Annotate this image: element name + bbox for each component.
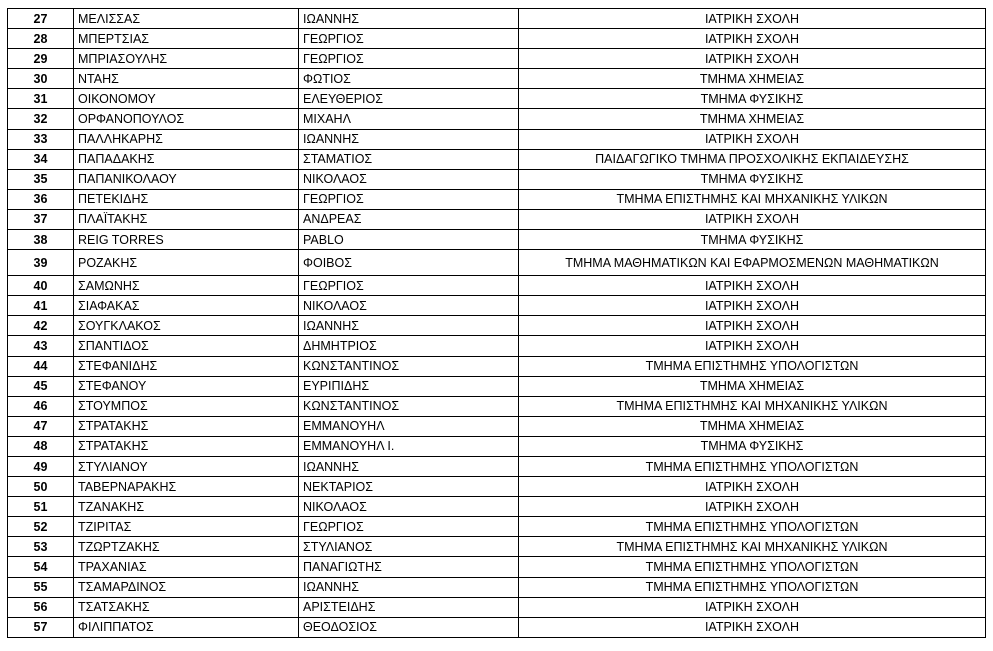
- row-number-cell: 41: [8, 296, 74, 316]
- row-number-cell: 48: [8, 436, 74, 456]
- surname-cell: ΠΑΛΛΗΚΑΡΗΣ: [74, 129, 299, 149]
- row-number-cell: 46: [8, 396, 74, 416]
- department-cell: ΤΜΗΜΑ ΕΠΙΣΤΗΜΗΣ ΚΑΙ ΜΗΧΑΝΙΚΗΣ ΥΛΙΚΩΝ: [519, 537, 986, 557]
- department-cell: ΤΜΗΜΑ ΕΠΙΣΤΗΜΗΣ ΚΑΙ ΜΗΧΑΝΙΚΗΣ ΥΛΙΚΩΝ: [519, 189, 986, 209]
- department-cell: ΙΑΤΡΙΚΗ ΣΧΟΛΗ: [519, 129, 986, 149]
- first-name-cell: ΚΩΝΣΤΑΝΤΙΝΟΣ: [299, 396, 519, 416]
- row-number-cell: 56: [8, 597, 74, 617]
- surname-cell: ΠΑΠΑΝΙΚΟΛΑΟΥ: [74, 169, 299, 189]
- row-number-cell: 35: [8, 169, 74, 189]
- row-number-cell: 27: [8, 9, 74, 29]
- table-row: [8, 69, 986, 89]
- row-number-cell: 51: [8, 497, 74, 517]
- first-name-cell: ΓΕΩΡΓΙΟΣ: [299, 29, 519, 49]
- row-number-cell: 55: [8, 577, 74, 597]
- table-row: [8, 250, 986, 276]
- department-cell: ΤΜΗΜΑ ΕΠΙΣΤΗΜΗΣ ΥΠΟΛΟΓΙΣΤΩΝ: [519, 517, 986, 537]
- first-name-cell: ΙΩΑΝΝΗΣ: [299, 456, 519, 476]
- surname-cell: ΝΤΑΗΣ: [74, 69, 299, 89]
- first-name-cell: ΙΩΑΝΝΗΣ: [299, 577, 519, 597]
- first-name-cell: ΘΕΟΔΟΣΙΟΣ: [299, 617, 519, 637]
- department-cell: ΤΜΗΜΑ ΕΠΙΣΤΗΜΗΣ ΥΠΟΛΟΓΙΣΤΩΝ: [519, 557, 986, 577]
- first-name-cell: ΕΜΜΑΝΟΥΗΛ Ι.: [299, 436, 519, 456]
- surname-cell: ΜΕΛΙΣΣΑΣ: [74, 9, 299, 29]
- first-name-cell: ΙΩΑΝΝΗΣ: [299, 316, 519, 336]
- first-name-cell: ΠΑΝΑΓΙΩΤΗΣ: [299, 557, 519, 577]
- surname-cell: ΡΟΖΑΚΗΣ: [74, 250, 299, 276]
- table-row: [8, 336, 986, 356]
- row-number-cell: 53: [8, 537, 74, 557]
- department-cell: ΙΑΤΡΙΚΗ ΣΧΟΛΗ: [519, 29, 986, 49]
- department-cell: ΙΑΤΡΙΚΗ ΣΧΟΛΗ: [519, 617, 986, 637]
- department-cell: ΤΜΗΜΑ ΧΗΜΕΙΑΣ: [519, 69, 986, 89]
- department-cell: ΠΑΙΔΑΓΩΓΙΚΟ ΤΜΗΜΑ ΠΡΟΣΧΟΛΙΚΗΣ ΕΚΠΑΙΔΕΥΣΗΣ: [519, 149, 986, 169]
- department-cell: ΤΜΗΜΑ ΧΗΜΕΙΑΣ: [519, 376, 986, 396]
- table-row: [8, 109, 986, 129]
- surname-cell: ΣΟΥΓΚΛΑΚΟΣ: [74, 316, 299, 336]
- table-row: [8, 356, 986, 376]
- table-row: [8, 89, 986, 109]
- department-cell: ΙΑΤΡΙΚΗ ΣΧΟΛΗ: [519, 9, 986, 29]
- first-name-cell: ΦΩΤΙΟΣ: [299, 69, 519, 89]
- surname-cell: ΣΤΟΥΜΠΟΣ: [74, 396, 299, 416]
- first-name-cell: ΦΟΙΒΟΣ: [299, 250, 519, 276]
- table-row: [8, 517, 986, 537]
- department-cell: ΤΜΗΜΑ ΦΥΣΙΚΗΣ: [519, 169, 986, 189]
- department-cell: ΙΑΤΡΙΚΗ ΣΧΟΛΗ: [519, 336, 986, 356]
- table-row: [8, 597, 986, 617]
- first-name-cell: PABLO: [299, 230, 519, 250]
- table-row: [8, 577, 986, 597]
- surname-cell: ΜΠΕΡΤΣΙΑΣ: [74, 29, 299, 49]
- first-name-cell: ΓΕΩΡΓΙΟΣ: [299, 49, 519, 69]
- table-row: [8, 396, 986, 416]
- department-cell: ΙΑΤΡΙΚΗ ΣΧΟΛΗ: [519, 209, 986, 229]
- row-number-cell: 45: [8, 376, 74, 396]
- table-row: [8, 376, 986, 396]
- table-row: [8, 436, 986, 456]
- row-number-cell: 57: [8, 617, 74, 637]
- surname-cell: ΤΑΒΕΡΝΑΡΑΚΗΣ: [74, 477, 299, 497]
- surname-cell: ΠΑΠΑΔΑΚΗΣ: [74, 149, 299, 169]
- surname-cell: ΣΤΕΦΑΝΙΔΗΣ: [74, 356, 299, 376]
- table-row: [8, 456, 986, 476]
- surname-cell: ΤΣΑΜΑΡΔΙΝΟΣ: [74, 577, 299, 597]
- surname-cell: ΣΑΜΩΝΗΣ: [74, 276, 299, 296]
- row-number-cell: 39: [8, 250, 74, 276]
- table-row: [8, 189, 986, 209]
- row-number-cell: 40: [8, 276, 74, 296]
- surname-cell: ΤΡΑΧΑΝΙΑΣ: [74, 557, 299, 577]
- row-number-cell: 43: [8, 336, 74, 356]
- department-cell: ΙΑΤΡΙΚΗ ΣΧΟΛΗ: [519, 477, 986, 497]
- first-name-cell: ΑΡΙΣΤΕΙΔΗΣ: [299, 597, 519, 617]
- table-row: [8, 149, 986, 169]
- surname-cell: ΟΡΦΑΝΟΠΟΥΛΟΣ: [74, 109, 299, 129]
- surname-cell: ΦΙΛΙΠΠΑΤΟΣ: [74, 617, 299, 637]
- faculty-table: [7, 8, 986, 638]
- row-number-cell: 38: [8, 230, 74, 250]
- department-cell: ΙΑΤΡΙΚΗ ΣΧΟΛΗ: [519, 316, 986, 336]
- row-number-cell: 31: [8, 89, 74, 109]
- table-row: [8, 497, 986, 517]
- surname-cell: ΣΤΡΑΤΑΚΗΣ: [74, 436, 299, 456]
- department-cell: ΙΑΤΡΙΚΗ ΣΧΟΛΗ: [519, 597, 986, 617]
- row-number-cell: 32: [8, 109, 74, 129]
- table-row: [8, 169, 986, 189]
- table-row: [8, 477, 986, 497]
- row-number-cell: 42: [8, 316, 74, 336]
- row-number-cell: 34: [8, 149, 74, 169]
- department-cell: ΤΜΗΜΑ ΦΥΣΙΚΗΣ: [519, 230, 986, 250]
- first-name-cell: ΣΤΑΜΑΤΙΟΣ: [299, 149, 519, 169]
- row-number-cell: 54: [8, 557, 74, 577]
- surname-cell: ΣΠΑΝΤΙΔΟΣ: [74, 336, 299, 356]
- surname-cell: ΣΤΥΛΙΑΝΟΥ: [74, 456, 299, 476]
- first-name-cell: ΝΕΚΤΑΡΙΟΣ: [299, 477, 519, 497]
- row-number-cell: 28: [8, 29, 74, 49]
- row-number-cell: 30: [8, 69, 74, 89]
- table-row: [8, 296, 986, 316]
- first-name-cell: ΓΕΩΡΓΙΟΣ: [299, 517, 519, 537]
- surname-cell: REIG TORRES: [74, 230, 299, 250]
- first-name-cell: ΕΜΜΑΝΟΥΗΛ: [299, 416, 519, 436]
- row-number-cell: 47: [8, 416, 74, 436]
- surname-cell: ΤΖΑΝΑΚΗΣ: [74, 497, 299, 517]
- department-cell: ΤΜΗΜΑ ΦΥΣΙΚΗΣ: [519, 436, 986, 456]
- table-row: [8, 230, 986, 250]
- first-name-cell: ΕΛΕΥΘΕΡΙΟΣ: [299, 89, 519, 109]
- surname-cell: ΣΤΡΑΤΑΚΗΣ: [74, 416, 299, 436]
- surname-cell: ΜΠΡΙΑΣΟΥΛΗΣ: [74, 49, 299, 69]
- first-name-cell: ΝΙΚΟΛΑΟΣ: [299, 169, 519, 189]
- department-cell: ΤΜΗΜΑ ΕΠΙΣΤΗΜΗΣ ΚΑΙ ΜΗΧΑΝΙΚΗΣ ΥΛΙΚΩΝ: [519, 396, 986, 416]
- department-cell: ΤΜΗΜΑ ΦΥΣΙΚΗΣ: [519, 89, 986, 109]
- table-row: [8, 316, 986, 336]
- table-row: [8, 557, 986, 577]
- table-row: [8, 49, 986, 69]
- row-number-cell: 50: [8, 477, 74, 497]
- surname-cell: ΣΙΑΦΑΚΑΣ: [74, 296, 299, 316]
- row-number-cell: 29: [8, 49, 74, 69]
- surname-cell: ΣΤΕΦΑΝΟΥ: [74, 376, 299, 396]
- table-row: [8, 9, 986, 29]
- table-row: [8, 276, 986, 296]
- surname-cell: ΤΖΙΡΙΤΑΣ: [74, 517, 299, 537]
- row-number-cell: 36: [8, 189, 74, 209]
- department-cell: ΤΜΗΜΑ ΕΠΙΣΤΗΜΗΣ ΥΠΟΛΟΓΙΣΤΩΝ: [519, 577, 986, 597]
- surname-cell: ΤΖΩΡΤΖΑΚΗΣ: [74, 537, 299, 557]
- table-row: [8, 617, 986, 637]
- surname-cell: ΠΛΑΪΤΑΚΗΣ: [74, 209, 299, 229]
- surname-cell: ΤΣΑΤΣΑΚΗΣ: [74, 597, 299, 617]
- row-number-cell: 33: [8, 129, 74, 149]
- table-row: [8, 29, 986, 49]
- row-number-cell: 52: [8, 517, 74, 537]
- department-cell: ΙΑΤΡΙΚΗ ΣΧΟΛΗ: [519, 296, 986, 316]
- table-row: [8, 209, 986, 229]
- department-cell: ΤΜΗΜΑ ΕΠΙΣΤΗΜΗΣ ΥΠΟΛΟΓΙΣΤΩΝ: [519, 456, 986, 476]
- row-number-cell: 37: [8, 209, 74, 229]
- first-name-cell: ΝΙΚΟΛΑΟΣ: [299, 296, 519, 316]
- first-name-cell: ΜΙΧΑΗΛ: [299, 109, 519, 129]
- first-name-cell: ΝΙΚΟΛΑΟΣ: [299, 497, 519, 517]
- department-cell: ΙΑΤΡΙΚΗ ΣΧΟΛΗ: [519, 497, 986, 517]
- first-name-cell: ΓΕΩΡΓΙΟΣ: [299, 276, 519, 296]
- table-row: [8, 537, 986, 557]
- first-name-cell: ΙΩΑΝΝΗΣ: [299, 9, 519, 29]
- table-body: [8, 9, 986, 638]
- row-number-cell: 49: [8, 456, 74, 476]
- department-cell: ΙΑΤΡΙΚΗ ΣΧΟΛΗ: [519, 276, 986, 296]
- surname-cell: ΟΙΚΟΝΟΜΟΥ: [74, 89, 299, 109]
- first-name-cell: ΕΥΡΙΠΙΔΗΣ: [299, 376, 519, 396]
- first-name-cell: ΑΝΔΡΕΑΣ: [299, 209, 519, 229]
- department-cell: ΤΜΗΜΑ ΕΠΙΣΤΗΜΗΣ ΥΠΟΛΟΓΙΣΤΩΝ: [519, 356, 986, 376]
- first-name-cell: ΙΩΑΝΝΗΣ: [299, 129, 519, 149]
- department-cell: ΤΜΗΜΑ ΧΗΜΕΙΑΣ: [519, 109, 986, 129]
- first-name-cell: ΔΗΜΗΤΡΙΟΣ: [299, 336, 519, 356]
- table-row: [8, 416, 986, 436]
- table-row: [8, 129, 986, 149]
- department-cell: ΙΑΤΡΙΚΗ ΣΧΟΛΗ: [519, 49, 986, 69]
- department-cell: ΤΜΗΜΑ ΧΗΜΕΙΑΣ: [519, 416, 986, 436]
- row-number-cell: 44: [8, 356, 74, 376]
- first-name-cell: ΣΤΥΛΙΑΝΟΣ: [299, 537, 519, 557]
- first-name-cell: ΓΕΩΡΓΙΟΣ: [299, 189, 519, 209]
- department-cell: ΤΜΗΜΑ ΜΑΘΗΜΑΤΙΚΩΝ ΚΑΙ ΕΦΑΡΜΟΣΜΕΝΩΝ ΜΑΘΗΜΑΤΙΚΩΝ: [519, 250, 986, 276]
- surname-cell: ΠΕΤΕΚΙΔΗΣ: [74, 189, 299, 209]
- first-name-cell: ΚΩΝΣΤΑΝΤΙΝΟΣ: [299, 356, 519, 376]
